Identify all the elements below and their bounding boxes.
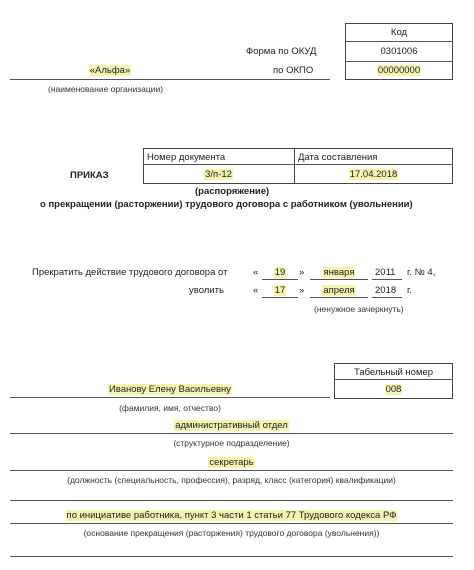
line2-day: 17: [274, 285, 286, 296]
line1-year: 2011: [375, 267, 396, 278]
line1-month-cell: [310, 267, 368, 278]
date-label: Дата составления: [298, 152, 378, 163]
termination-line2-label: уволить: [189, 285, 224, 296]
tab-number-cell: [334, 384, 453, 395]
employee-name-caption: (фамилия, имя, отчество): [119, 403, 221, 413]
doc-number-label: Номер документа: [147, 152, 226, 163]
line2-day-cell: [262, 285, 298, 296]
basis: по инициативе работника, пункт 3 части 1 статьи 77 Трудового кодекса РФ: [66, 510, 397, 521]
basis-cell: [10, 510, 453, 521]
okpo-label: по ОКПО: [273, 65, 314, 76]
department-caption: (структурное подразделение): [173, 438, 290, 448]
order-subtitle: (распоряжение): [195, 186, 270, 197]
termination-line1-label: Прекратить действие трудового договора от: [32, 267, 228, 278]
okpo-value: 00000000: [377, 65, 421, 76]
order-title: ПРИКАЗ: [70, 170, 109, 181]
line2-month-cell: [310, 285, 368, 296]
okud-value: 0301006: [380, 46, 418, 57]
organization-name-cell: [10, 65, 210, 76]
okpo-value-cell: [345, 65, 453, 76]
basis-caption: (основание прекращения (расторжения) трудового договора (увольнения)): [83, 528, 380, 538]
position-cell: [10, 457, 453, 468]
employee-name: Иванову Елену Васильевну: [108, 384, 232, 395]
line2-month: апреля: [323, 285, 355, 296]
line1-month: января: [323, 267, 355, 278]
organization-caption: (наименование организации): [48, 84, 164, 94]
position-caption: (должность (специальность, профессия), разряд, класс (категория) квалификации): [67, 475, 396, 485]
date-cell: [294, 169, 453, 180]
doc-number-cell: [143, 169, 294, 180]
tab-number-value: 008: [385, 384, 402, 395]
department: административный отдел: [175, 420, 288, 431]
line2-quote-open: «: [253, 285, 259, 296]
line1-quote-open: «: [253, 267, 259, 278]
okud-label: Форма по ОКУД: [246, 46, 317, 57]
line2-suffix: г.: [407, 285, 412, 296]
tab-number-label: Табельный номер: [353, 367, 434, 378]
date-value: 17.04.2018: [349, 169, 398, 180]
line2-quote-close: »: [299, 285, 305, 296]
line2-year: 2018: [375, 285, 397, 296]
strike-note: (ненужное зачеркнуть): [314, 304, 404, 314]
organization-name: «Альфа»: [89, 65, 131, 76]
kod-header: Код: [390, 27, 408, 38]
employee-name-cell: [10, 384, 330, 395]
department-cell: [10, 420, 453, 431]
order-heading: о прекращении (расторжении) трудового договора с работником (увольнении): [40, 199, 413, 210]
line1-day-cell: [262, 267, 298, 278]
position: секретарь: [209, 457, 254, 468]
line1-suffix: г. № 4,: [407, 267, 436, 278]
doc-number-value: 3/п-12: [205, 169, 232, 180]
line1-quote-close: »: [299, 267, 305, 278]
line1-day: 19: [274, 267, 286, 278]
